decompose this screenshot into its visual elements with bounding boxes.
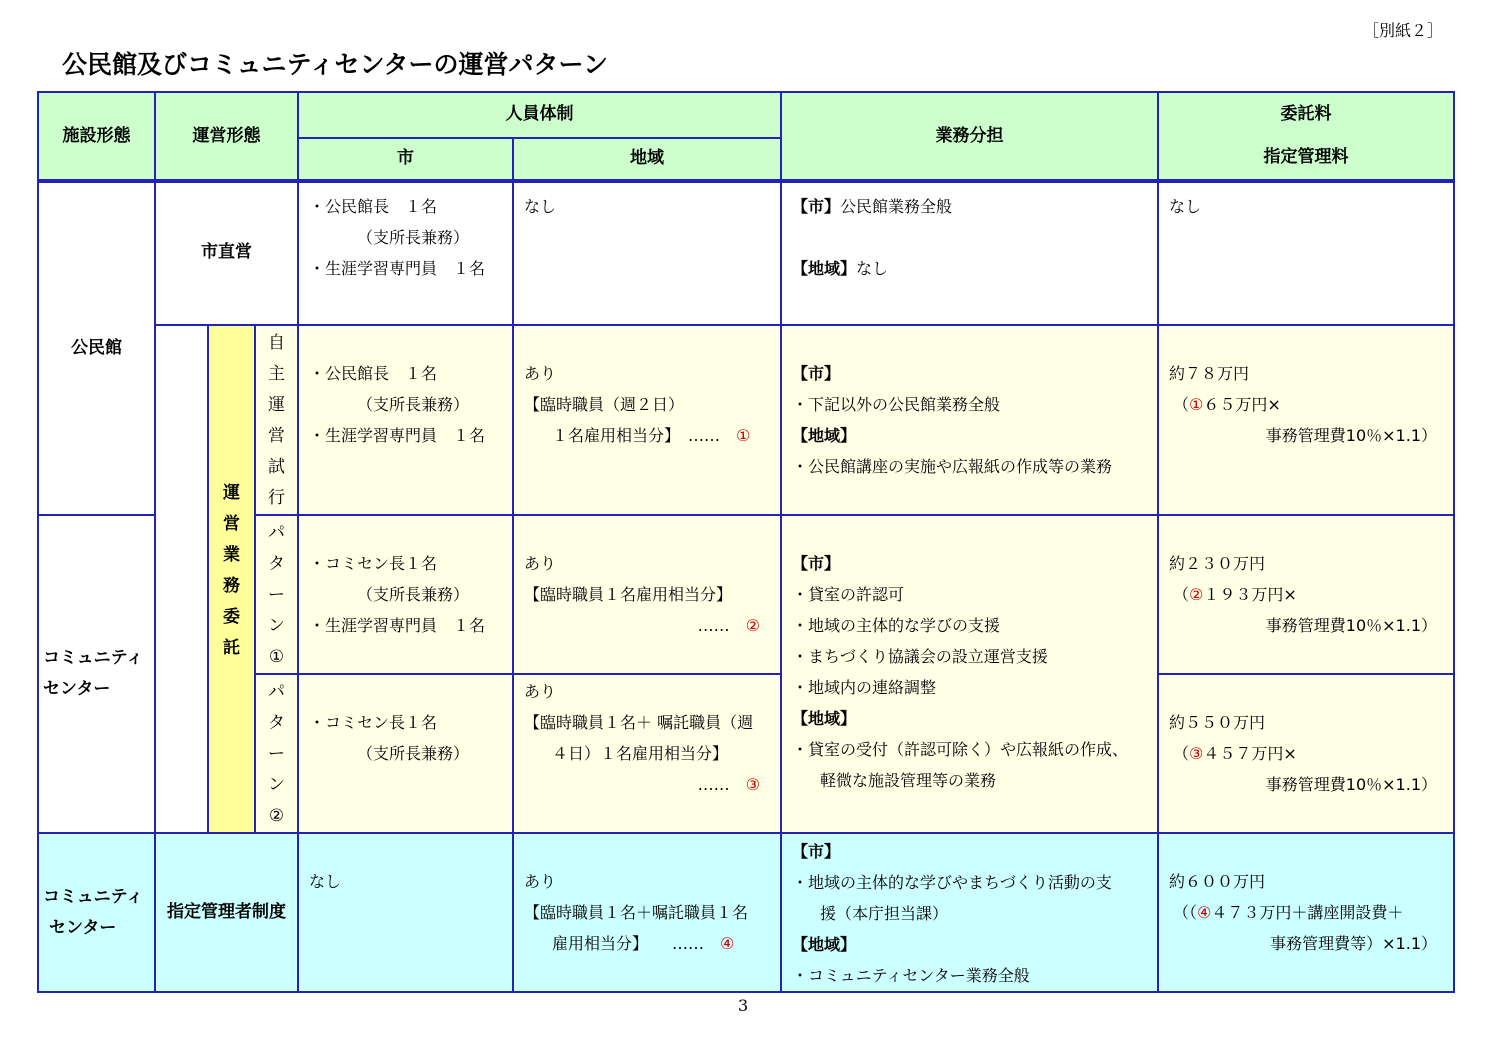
direct-region-staff: なし <box>513 182 781 325</box>
direct-fee: なし <box>1158 182 1454 325</box>
facility-community-center: コミュニティ センター <box>38 515 155 833</box>
pattern1-fee: 約２３０万円 （②１９３万円× 事務管理費10％×1.1） <box>1158 515 1454 674</box>
pattern2-fee: 約５５０万円 （③４５７万円× 事務管理費10％×1.1） <box>1158 674 1454 833</box>
page-title: 公民館及びコミュニティセンターの運営パターン <box>62 50 609 79</box>
header-city: 市 <box>298 138 513 180</box>
operation-city-direct: 市直営 <box>155 182 298 325</box>
header-fee-line1: 委託料 <box>1280 104 1332 124</box>
trial-region-staff: あり 【臨時職員（週２日） １名雇用相当分】 …… ① <box>513 325 781 515</box>
attachment-label: ［別紙２］ <box>1363 21 1444 40</box>
label-unei-itaku: 運 営 業 務 委 託 <box>208 325 255 833</box>
label-jishu-trial: 自 主 運 営 試 行 <box>255 325 298 515</box>
header-duties: 業務分担 <box>781 92 1158 180</box>
pattern1-region-staff: あり 【臨時職員１名雇用相当分】 …… ② <box>513 515 781 674</box>
pattern2-region-staff: あり 【臨時職員１名＋ 嘱託職員（週 ４日）１名雇用相当分】 …… ③ <box>513 674 781 833</box>
pattern2-city-staff: ・コミセン長１名 （支所長兼務） <box>298 674 513 833</box>
operation-shitei: 指定管理者制度 <box>155 833 298 992</box>
header-operation: 運営形態 <box>155 92 298 180</box>
label-pattern-1: パ タ ー ン ① <box>255 515 298 674</box>
table-row <box>38 182 1454 325</box>
header-fee <box>1158 92 1454 180</box>
trial-city-staff: ・公民館長 １名 （支所長兼務） ・生涯学習専門員 １名 <box>298 325 513 515</box>
facility-community-center-2: コミュニティ センター <box>38 833 155 992</box>
shitei-city-staff: なし <box>298 833 513 992</box>
pattern-duties: 【市】 ・貸室の許認可 ・地域の主体的な学びの支援 ・まちづくり協議会の設立運営支援 ・地域内の連絡調整 【地域】 ・貸室の受付（許認可除く）や広報紙の作成、 軽微な施設管理等の業務 <box>781 515 1158 833</box>
spacer-cell <box>155 325 208 833</box>
page-number: 3 <box>738 996 749 1015</box>
header-staffing: 人員体制 <box>298 92 781 138</box>
table-row <box>38 833 1454 992</box>
shitei-duties: 【市】 ・地域の主体的な学びやまちづくり活動の支 援（本庁担当課） 【地域】 ・コミュニティセンター業務全般 <box>781 833 1158 992</box>
pattern1-city-staff: ・コミセン長１名 （支所長兼務） ・生涯学習専門員 １名 <box>298 515 513 674</box>
trial-fee: 約７８万円 （①６５万円× 事務管理費10％×1.1） <box>1158 325 1454 515</box>
label-pattern-2: パ タ ー ン ② <box>255 674 298 833</box>
header-region: 地域 <box>513 138 781 180</box>
shitei-fee: 約６００万円 （（④４７３万円＋講座開設費＋ 事務管理費等）×1.1） <box>1158 833 1454 992</box>
shitei-region-staff: あり 【臨時職員１名＋嘱託職員１名 雇用相当分】 …… ④ <box>513 833 781 992</box>
table-row <box>38 325 1454 515</box>
header-facility: 施設形態 <box>38 92 155 180</box>
direct-city-staff: ・公民館長 １名 （支所長兼務） ・生涯学習専門員 １名 <box>298 182 513 325</box>
header-table <box>37 91 1455 181</box>
direct-duties: 【市】公民館業務全般 【地域】なし <box>781 182 1158 325</box>
trial-duties: 【市】 ・下記以外の公民館業務全般 【地域】 ・公民館講座の実施や広報紙の作成等の業務 <box>781 325 1158 515</box>
facility-kominkan: 公民館 <box>38 182 155 515</box>
header-fee-line2: 指定管理料 <box>1263 147 1349 167</box>
operation-patterns-table <box>37 181 1455 993</box>
